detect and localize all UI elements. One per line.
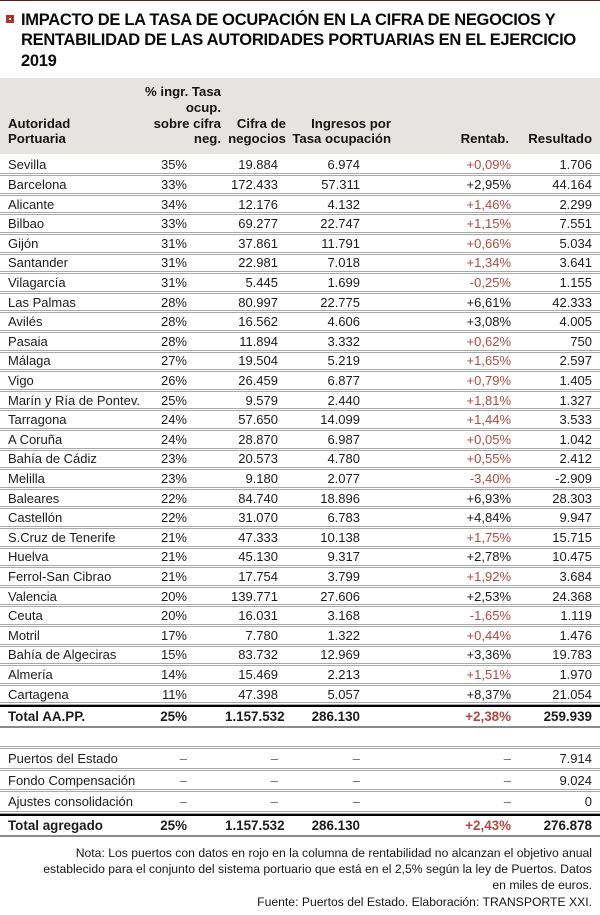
cell-rentab: -1,65% [469,608,511,624]
cell-resultado: 24.368 [552,588,592,604]
cell-rentab: +1,34% [466,255,511,271]
cell-rentab: – [503,772,511,788]
cell-ingresos: 22.775 [320,294,360,310]
cell-resultado: 28.303 [552,490,592,506]
cell-pct: 28% [160,294,187,310]
table-row [0,771,600,793]
table-row [0,588,600,608]
cell-resultado: 10.475 [552,549,592,565]
cell-ingresos: 11.791 [321,235,360,251]
cell-pct: 21% [160,549,187,565]
cell-resultado: 1.327 [559,392,592,408]
cell-autoridad: Fondo Compensación [8,772,136,788]
cell-cifra: 69.277 [238,216,278,232]
cell-ingresos: 10.138 [320,529,360,545]
table-row [0,814,600,837]
cell-rentab: +6,93% [466,490,511,506]
cell-autoridad: Málaga [8,353,51,369]
cell-rentab: +2,38% [465,709,511,725]
cell-resultado: 1.405 [559,373,592,388]
cell-rentab: +0,66% [466,235,511,251]
table-row [0,294,600,314]
cell-autoridad: Baleares [8,490,60,506]
cell-autoridad: Castellón [8,510,63,526]
cell-rentab: +1,46% [466,196,511,212]
cell-autoridad: Marín y Ría de Pontev. [8,392,140,408]
table-row [0,627,600,647]
cell-autoridad: Ajustes consolidación [8,794,134,810]
cell-resultado: 1.042 [559,431,592,447]
cell-resultado: 1.706 [559,157,592,173]
cell-ingresos: 2.213 [327,666,360,682]
column-header-rentab: Rentab. [460,131,509,147]
column-header-cifra_negocios: Cifra de negocios [228,115,286,147]
cell-pct: 14% [160,666,187,682]
cell-rentab: +1,65% [466,353,511,369]
cell-autoridad: Valencia [8,588,57,604]
cell-resultado: 2.299 [559,196,592,212]
cell-rentab: +0,05% [466,431,511,447]
table-row [0,470,600,490]
cell-autoridad: Tarragona [8,412,67,428]
cell-pct: 33% [160,216,187,232]
cell-cifra: 80.997 [238,294,278,310]
cell-ingresos: – [352,772,360,788]
cell-autoridad: Alicante [8,196,55,212]
table-row [0,274,600,294]
cell-pct: – [179,751,187,767]
cell-cifra: 20.573 [238,451,278,467]
cell-cifra: 15.469 [238,666,278,682]
cell-ingresos: 1.699 [327,275,360,291]
section-spacer [0,728,600,749]
table-row [0,313,600,333]
cell-autoridad: Pasaia [8,333,48,349]
cell-autoridad: Las Palmas [8,294,76,310]
cell-cifra: – [270,794,278,810]
cell-pct: 21% [160,529,187,545]
cell-ingresos: 5.219 [327,353,360,369]
cell-resultado: 7.914 [559,751,592,767]
column-header-autoridad: Autoridad Portuaria [8,115,71,147]
column-header-pct_ingr_tasa: % ingr. Tasa ocup. sobre cifra neg. [145,84,221,147]
cell-pct: 15% [160,647,187,663]
cell-resultado: 15.715 [552,529,592,545]
cell-ingresos: 6.877 [327,373,360,388]
cell-rentab: +1,81% [466,392,511,408]
cell-autoridad: Avilés [8,314,43,330]
cell-rentab: +1,51% [466,666,511,682]
cell-cifra: 22.981 [238,255,278,271]
cell-autoridad: Almería [8,666,53,682]
cell-ingresos: 286.130 [311,817,360,833]
cell-ingresos: 4.606 [327,314,360,330]
cell-cifra: 47.333 [238,529,278,545]
cell-resultado: 19.783 [552,647,592,663]
cell-autoridad: Puertos del Estado [8,751,118,767]
table-row [0,686,600,706]
cell-cifra: 57.650 [238,412,278,428]
cell-pct: 31% [160,255,187,271]
cell-pct: 28% [160,314,187,330]
cell-cifra: 83.732 [238,647,278,663]
cell-ingresos: 4.780 [327,451,360,467]
page-title: IMPACTO DE LA TASA DE OCUPACIÓN EN LA CIFRA DE NEGOCIOS Y RENTABILIDAD DE LAS AUTORIDADES PORTUARIAS EN EL EJERCICIO 2019 [21,11,576,70]
cell-cifra: 1.157.532 [225,709,285,725]
cell-pct: 28% [160,333,187,349]
cell-autoridad: Cartagena [8,686,69,702]
cell-ingresos: 7.018 [327,255,360,271]
cell-rentab: +2,53% [466,588,511,604]
cell-resultado: 2.412 [559,451,592,467]
cell-ingresos: – [352,794,360,810]
cell-resultado: 7.551 [559,216,592,232]
cell-resultado: 21.054 [552,686,592,702]
cell-pct: 35% [160,157,187,173]
cell-pct: 25% [160,709,187,725]
cell-autoridad: Gijón [8,235,39,251]
table-row [0,176,600,196]
table-row [0,509,600,529]
table-row [0,411,600,431]
table-row [0,549,600,569]
cell-pct: 23% [160,470,187,486]
cell-autoridad: Sevilla [8,157,47,173]
table-row [0,749,600,771]
table-row [0,431,600,451]
table-body [0,157,600,837]
cell-pct: 23% [160,451,187,467]
cell-pct: 22% [160,490,187,506]
cell-pct: 24% [160,431,187,447]
cell-pct: 21% [160,568,187,584]
cell-cifra: 28.870 [238,431,278,447]
cell-pct: 31% [160,275,187,291]
cell-resultado: 5.034 [559,235,592,251]
cell-ingresos: 27.606 [320,588,360,604]
cell-ingresos: 3.332 [327,333,360,349]
table-row [0,333,600,353]
cell-pct: 33% [160,177,187,193]
cell-resultado: 276.878 [543,817,592,833]
cell-resultado: 2.597 [559,353,592,369]
cell-rentab: +6,61% [466,294,511,310]
cell-autoridad: Vigo [8,373,34,388]
cell-ingresos: 1.322 [327,627,360,643]
table-row [0,392,600,412]
cell-resultado: 0 [584,794,592,810]
cell-rentab: +0,09% [466,157,511,173]
cell-cifra: 19.884 [238,157,278,173]
cell-resultado: 3.533 [559,412,592,428]
title-block [0,1,600,78]
footnote: Nota: Los puertos con datos en rojo en la columna de rentabilidad no alcanzan el objetivo anual establecido para el conjunto del sistema portuario que está en el 2,5% según la ley de Puertos. Datos en miles de euros. [43,845,592,892]
cell-ingresos: 4.132 [327,196,360,212]
cell-pct: – [179,794,187,810]
cell-cifra: 17.754 [238,568,278,584]
cell-cifra: 12.176 [238,196,278,212]
table-row [0,647,600,667]
cell-rentab: – [503,794,511,810]
cell-cifra: 139.771 [231,588,278,604]
cell-resultado: 1.119 [560,608,592,624]
column-headers [0,78,600,153]
cell-resultado: 1.155 [559,275,592,291]
red-square-bullet-icon [6,15,14,23]
cell-cifra: 11.894 [239,333,278,349]
cell-pct: 17% [160,627,187,643]
table-row [0,215,600,235]
table-row [0,255,600,275]
table-row [0,792,600,814]
cell-ingresos: 6.974 [327,157,360,173]
cell-resultado: 3.641 [559,255,592,271]
cell-resultado: 44.164 [552,177,592,193]
cell-cifra: 9.180 [245,470,278,486]
cell-cifra: 16.031 [238,608,278,624]
table-row [0,666,600,686]
cell-rentab: -0,25% [469,275,511,291]
cell-rentab: – [503,751,511,767]
cell-rentab: +1,44% [466,412,511,428]
cell-autoridad: Barcelona [8,177,67,193]
cell-rentab: +1,15% [466,216,511,232]
cell-autoridad: Huelva [8,549,49,565]
table-row [0,451,600,471]
cell-cifra: 26.459 [238,373,278,388]
cell-autoridad: Total AA.PP. [8,709,86,725]
cell-rentab: +2,78% [466,549,511,565]
cell-pct: 22% [160,510,187,526]
cell-pct: 34% [160,196,187,212]
cell-resultado: 3.684 [559,568,592,584]
cell-ingresos: 14.099 [320,412,360,428]
cell-cifra: 172.433 [231,177,278,193]
cell-ingresos: 3.799 [327,568,360,584]
table-row [0,157,600,177]
table-row [0,705,600,728]
table-row [0,235,600,255]
cell-ingresos: 22.747 [320,216,360,232]
cell-rentab: +3,36% [466,647,511,663]
cell-resultado: 1.476 [559,627,592,643]
cell-cifra: 1.157.532 [225,817,285,833]
cell-rentab: +2,95% [466,177,511,193]
cell-cifra: – [270,751,278,767]
cell-pct: 11% [161,686,187,702]
table-row [0,490,600,510]
cell-cifra: 31.070 [238,510,278,526]
cell-cifra: 7.780 [245,627,278,643]
cell-pct: 31% [160,235,187,251]
cell-resultado: 259.939 [543,709,592,725]
cell-ingresos: 3.168 [327,608,360,624]
cell-cifra: 84.740 [238,490,278,506]
cell-rentab: +4,84% [466,510,511,526]
cell-autoridad: Motril [8,627,40,643]
table-row [0,568,600,588]
cell-autoridad: Ferrol-San Cibrao [8,568,112,584]
cell-rentab: +1,92% [466,568,511,584]
cell-ingresos: 18.896 [320,490,360,506]
cell-autoridad: Bahía de Cádiz [8,451,97,467]
cell-rentab: +0,79% [466,373,511,388]
cell-ingresos: 9.317 [327,549,360,565]
cell-autoridad: Melilla [8,470,45,486]
cell-ingresos: 286.130 [311,709,360,725]
cell-rentab: +3,08% [466,314,511,330]
cell-autoridad: Santander [8,255,68,271]
cell-ingresos: 6.783 [327,510,360,526]
cell-pct: 20% [160,588,187,604]
table-row [0,372,600,392]
cell-rentab: +2,43% [465,817,511,833]
cell-rentab: +0,44% [466,627,511,643]
cell-autoridad: Bilbao [8,216,45,232]
cell-ingresos: – [352,751,360,767]
cell-resultado: 9.947 [559,510,592,526]
table-row [0,529,600,549]
cell-ingresos: 12.969 [320,647,360,663]
cell-cifra: – [270,772,278,788]
cell-rentab: -3,40% [469,470,511,486]
column-header-ingresos_tasa: Ingresos por Tasa ocupación [292,115,391,147]
cell-pct: 26% [160,373,187,388]
cell-rentab: +0,62% [466,333,511,349]
cell-resultado: 42.333 [552,294,592,310]
cell-pct: – [179,772,187,788]
cell-resultado: 750 [570,333,592,349]
cell-cifra: 37.861 [238,235,278,251]
cell-rentab: +1,75% [466,529,511,545]
table-row [0,607,600,627]
cell-pct: 20% [160,608,187,624]
cell-autoridad: Vilagarcía [8,275,66,291]
cell-rentab: +0,55% [466,451,511,467]
cell-pct: 24% [160,412,187,428]
cell-pct: 25% [160,817,187,833]
cell-pct: 25% [160,392,187,408]
cell-cifra: 45.130 [238,549,278,565]
source-line: Fuente: Puertos del Estado. Elaboración: TRANSPORTE XXI. [257,895,592,910]
table-row [0,353,600,373]
cell-ingresos: 5.057 [327,686,360,702]
cell-cifra: 47.398 [238,686,278,702]
cell-autoridad: Ceuta [8,608,43,624]
cell-resultado: -2.909 [555,470,592,486]
cell-cifra: 19.504 [238,353,278,369]
cell-autoridad: A Coruña [8,431,63,447]
cell-ingresos: 2.077 [327,470,360,486]
cell-cifra: 9.579 [245,392,278,408]
cell-cifra: 16.562 [238,314,278,330]
cell-cifra: 5.445 [245,275,278,291]
cell-resultado: 4.005 [559,314,592,330]
cell-rentab: +8,37% [466,686,511,702]
column-header-resultado: Resultado [528,131,592,147]
cell-resultado: 9.024 [559,772,592,788]
cell-ingresos: 6.987 [327,431,360,447]
cell-ingresos: 2.440 [327,392,360,408]
cell-autoridad: S.Cruz de Tenerife [8,529,116,545]
table-row [0,196,600,216]
cell-ingresos: 57.311 [321,177,360,193]
cell-autoridad: Total agregado [8,817,103,833]
cell-pct: 27% [160,353,187,369]
cell-resultado: 1.970 [559,666,592,682]
cell-autoridad: Bahía de Algeciras [8,647,117,663]
